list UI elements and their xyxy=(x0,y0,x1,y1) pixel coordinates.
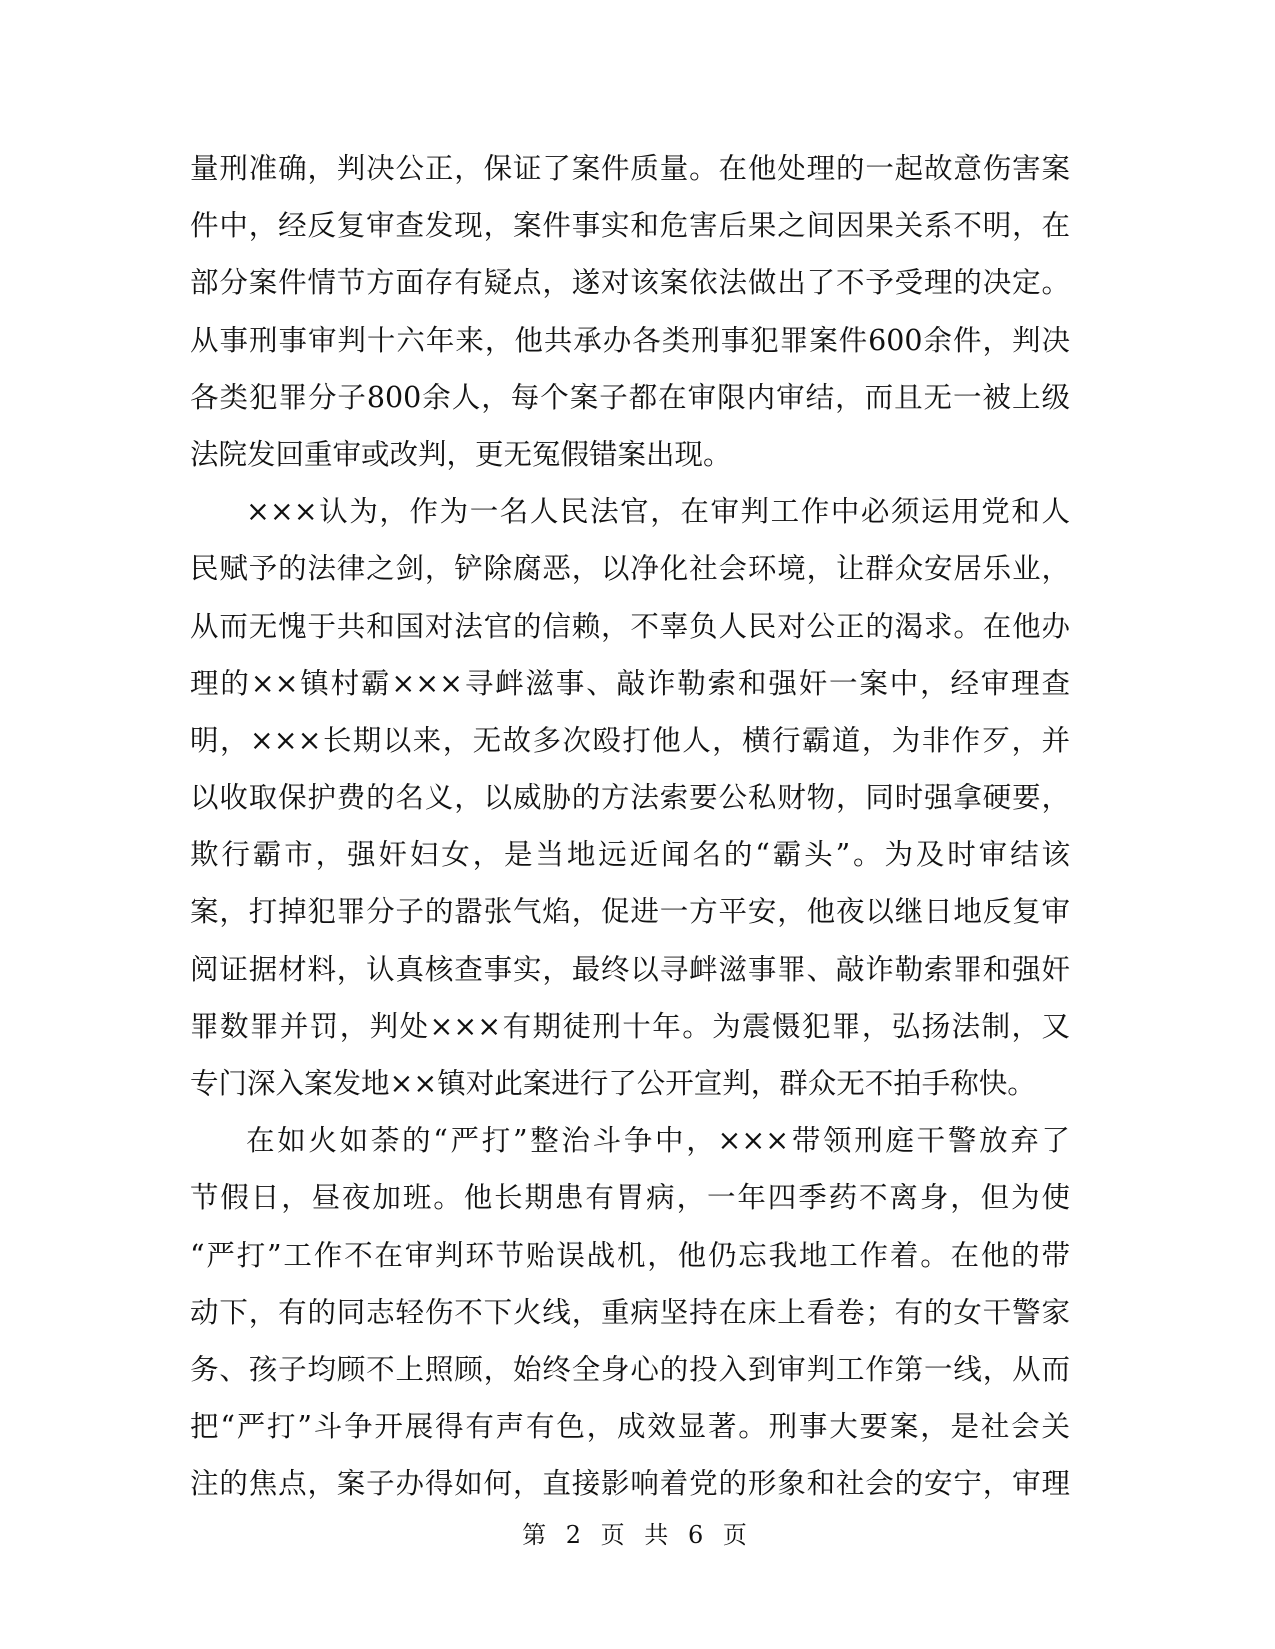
body-text xyxy=(190,140,1070,1513)
text-line: 量刑准确，判决公正，保证了案件质量。在他处理的一起故意伤害案 xyxy=(190,152,1070,185)
text-line: 动下，有的同志轻伤不下火线，重病坚持在床上看卷；有的女干警家 xyxy=(190,1295,1070,1329)
text-line: 理的××镇村霸×××寻衅滋事、敲诈勒索和强奸一案中，经审理查 xyxy=(190,666,1070,700)
text-line: 从事刑事审判十六年来，他共承办各类刑事犯罪案件600余件，判决 xyxy=(190,323,1070,357)
text-line: 务、孩子均顾不上照顾，始终全身心的投入到审判工作第一线，从而 xyxy=(190,1352,1070,1386)
text-line: 把“严打”斗争开展得有声有色，成效显著。刑事大要案，是社会关 xyxy=(190,1410,1070,1444)
paragraph-first-line: ×××认为，作为一名人民法官，在审判工作中必须运用党和人 xyxy=(246,495,1070,529)
text-line: 明，×××长期以来，无故多次殴打他人，横行霸道，为非作歹，并 xyxy=(190,723,1070,757)
text-line: 各类犯罪分子800余人，每个案子都在审限内审结，而且无一被上级 xyxy=(190,380,1070,414)
text-line: 节假日，昼夜加班。他长期患有胃病，一年四季药不离身，但为使 xyxy=(190,1181,1070,1215)
text-line: 欺行霸市，强奸妇女，是当地远近闻名的“霸头”。为及时审结该 xyxy=(190,838,1070,872)
text-line: 从而无愧于共和国对法官的信赖，不辜负人民对公正的渴求。在他办 xyxy=(190,609,1070,643)
text-line: 专门深入案发地××镇对此案进行了公开宣判，群众无不拍手称快。 xyxy=(190,1067,1036,1100)
text-line: 件中，经反复审查发现，案件事实和危害后果之间因果关系不明，在 xyxy=(190,209,1070,243)
paragraph-first-line: 在如火如荼的“严打”整治斗争中，×××带领刑庭干警放弃了 xyxy=(246,1124,1070,1158)
text-line: “严打”工作不在审判环节贻误战机，他仍忘我地工作着。在他的带 xyxy=(190,1238,1070,1272)
text-line: 案，打掉犯罪分子的嚣张气焰，促进一方平安，他夜以继日地反复审 xyxy=(190,895,1070,929)
page-number-footer: 第 2 页 共 6 页 xyxy=(522,1521,753,1549)
text-line: 阅证据材料，认真核查事实，最终以寻衅滋事罪、敲诈勒索罪和强奸 xyxy=(190,952,1070,986)
text-line: 部分案件情节方面存有疑点，遂对该案依法做出了不予受理的决定。 xyxy=(190,266,1070,300)
text-line: 民赋予的法律之剑，铲除腐恶，以净化社会环境，让群众安居乐业， xyxy=(190,552,1070,586)
text-line: 罪数罪并罚，判处×××有期徒刑十年。为震慑犯罪，弘扬法制，又 xyxy=(190,1009,1070,1043)
text-line: 以收取保护费的名义，以威胁的方法索要公私财物，同时强拿硬要， xyxy=(190,781,1070,815)
text-line: 法院发回重审或改判，更无冤假错案出现。 xyxy=(190,437,732,471)
text-line: 注的焦点，案子办得如何，直接影响着党的形象和社会的安宁，审理 xyxy=(190,1467,1070,1501)
